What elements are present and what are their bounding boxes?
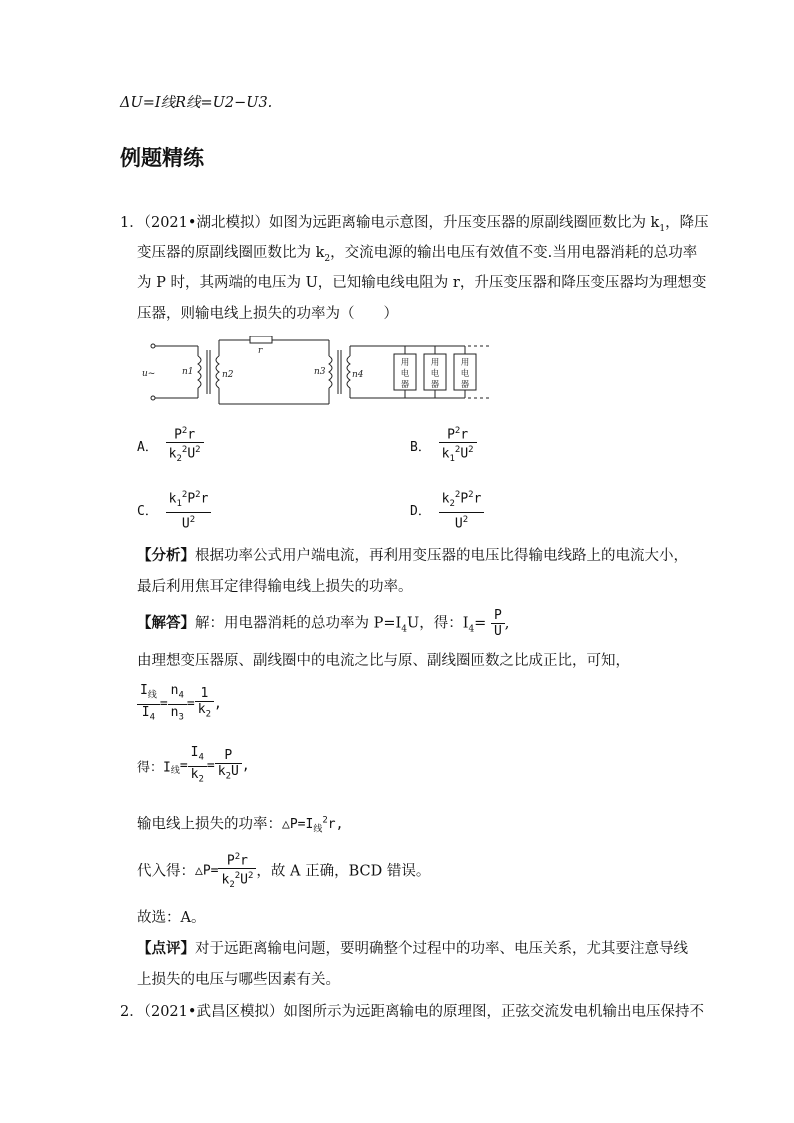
analysis-line1: 【分析】根据功率公式用户端电流，再利用变压器的电压比得输电线路上的电流大小，: [137, 547, 688, 564]
q1-line2: 变压器的原副线圈匝数比为 $k_2$，交流电源的输出电压有效值不变.当用电器消耗的总功率: [137, 245, 698, 264]
comment-line2: 上损失的电压与哪些因素有关。: [137, 972, 340, 988]
q1-line4: 压器，则输电线上损失的功率为（ ）: [137, 306, 398, 322]
current-formula: 得：$I_线=$ $\frac{I_4}{k_2}$ = $\frac{P}{k_2U}$ ,: [137, 745, 250, 785]
section-title: 例题精练: [120, 146, 204, 170]
q1-line3: 为 P 时，其两端的电压为 U，已知输电线电阻为 r，升压变压器和降压变压器均为理想变: [137, 275, 707, 291]
label-n3: n3: [314, 367, 326, 377]
option-a[interactable]: A． $\frac{P^2r}{k_2^2U^2}$: [137, 424, 204, 467]
analysis-line2: 最后利用焦耳定律得输电线上损失的功率。: [137, 579, 413, 595]
q1-line1: 1．（2021•湖北模拟）如图为远距离输电示意图，升压变压器的原副线圈匝数比为 $k_1$，降压: [120, 215, 709, 234]
label-n1: n1: [182, 367, 194, 377]
q1-number: 1．: [120, 215, 144, 231]
appliance-1: 用电器: [400, 358, 410, 390]
answer-line2: 由理想变压器原、副线圈中的电流之比与原、副线圈匝数之比成正比，可知，: [137, 653, 630, 669]
top-formula: ΔU=I线R线=U2−U3.: [120, 95, 273, 111]
label-u: u~: [142, 369, 156, 379]
appliance-3: 用电器: [460, 358, 470, 390]
circuit-diagram: [142, 336, 494, 410]
label-n2: n2: [222, 370, 234, 380]
q1-source: （2021•湖北模拟）: [143, 215, 269, 231]
substitute-formula: 代入得：△P= $\frac{P^2r}{k_2^2U^2}$ ，故 A 正确，BCD 错误。: [137, 852, 431, 891]
label-n4: n4: [352, 370, 364, 380]
label-r: r: [258, 346, 263, 356]
ratio-formula: $\frac{I_线}{I_4}$ = $\frac{n_4}{n_3}$ = $\frac{1}{k_2}$ ,: [137, 683, 222, 725]
option-d[interactable]: D． $\frac{k_2^2P^2r}{U^2}$: [410, 488, 484, 531]
loss-formula: 输电线上损失的功率：$\triangle P=I_线^2r$,: [137, 816, 344, 835]
appliance-2: 用电器: [430, 358, 440, 390]
q2-line1: 2．（2021•武昌区模拟）如图所示为远距离输电的原理图，正弦交流发电机输出电压保持不: [120, 1004, 704, 1020]
choose-line: 故选：A。: [137, 910, 206, 926]
option-b[interactable]: B． $\frac{P^2r}{k_1^2U^2}$: [410, 424, 477, 467]
comment-line1: 【点评】对于远距离输电问题，要明确整个过程中的功率、电压关系，尤其要注意导线: [137, 940, 688, 957]
answer-line1: 【解答】解：用电器消耗的总功率为 $P=I_4U$，得：$I_4=$ $\frac{P}{U}$ ,: [137, 608, 510, 639]
option-c[interactable]: C． $\frac{k_1^2P^2r}{U^2}$: [137, 488, 211, 531]
